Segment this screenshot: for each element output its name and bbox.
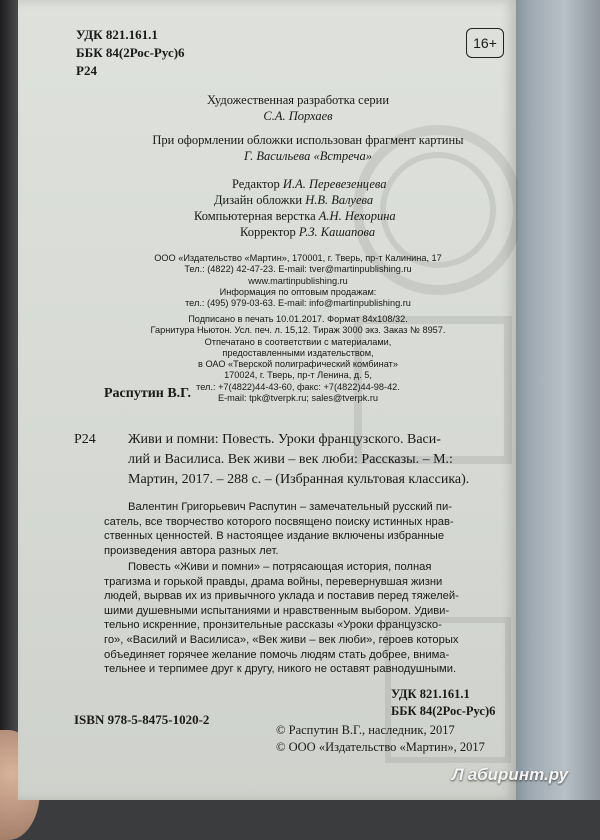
footer-udk: УДК 821.161.1: [391, 687, 470, 701]
author-mark: Р24: [76, 63, 97, 78]
publisher-block: [98, 253, 498, 309]
print-line: 170024, г. Тверь, пр-т Ленина, д. 5,: [224, 370, 372, 381]
desc-line: объединяет горячее желание помочь людям стать добрее, внима-: [104, 648, 450, 661]
series-design-label: Художественная разработка серии: [206, 93, 390, 107]
print-line: Гарнитура Ньютон. Усл. печ. л. 15,12. Тираж 3000 экз. Заказ № 8957.: [150, 325, 446, 336]
footer-codes: [391, 686, 495, 720]
cover-painting: Г. Васильева «Встреча»: [243, 149, 373, 163]
labirint-text: абиринт.ру: [467, 765, 569, 784]
corrector-label: Корректор: [240, 225, 299, 239]
age-rating-badge: 16+: [466, 28, 504, 58]
desc-line: сатель, все творчество которого посвящено поиску истинных нрав-: [104, 515, 454, 528]
desc-line: трагизма и горькой правды, драма войны, перевернувшая жизни: [104, 575, 443, 588]
description-paragraph-1: [104, 500, 454, 558]
print-line: E-mail: tpk@tverpk.ru; sales@tverpk.ru: [217, 393, 379, 404]
description-paragraph-2: [104, 560, 459, 677]
book-page: [18, 0, 516, 800]
annotation-line: лий и Василиса. Век живи – век люби: Рассказы. – М.:: [128, 452, 453, 467]
credits-block: [194, 176, 396, 240]
desc-line: людей, вырвав их из привычного уклада и поставив перед тяжелей-: [104, 590, 459, 603]
desc-line: Валентин Григорьевич Распутин – замечательный русский пи-: [128, 501, 452, 513]
desc-line: шими душевными испытаниями и нравственным выбором. Удиви-: [104, 604, 450, 617]
catalog-author: Распутин В.Г.: [104, 386, 192, 401]
series-design-name: С.А. Порхаев: [263, 109, 333, 123]
desc-line: произведения автора разных лет.: [104, 544, 279, 557]
publisher-line: тел.: (495) 979-03-63. E-mail: info@martinpublishing.ru: [185, 298, 411, 309]
catalog-annotation: [128, 430, 469, 490]
layout-credit: [194, 208, 396, 224]
print-line: Отпечатано в соответствии с материалами,: [204, 336, 392, 347]
editor-credit: [204, 176, 396, 192]
annotation-line: Мартин, 2017. – 288 с. – (Избранная культовая классика).: [128, 472, 470, 487]
left-shadow: [0, 0, 18, 800]
corrector-name: Р.З. Кашапова: [298, 225, 376, 239]
cover-design-label: Дизайн обложки: [214, 193, 306, 207]
publisher-line: Тел.: (4822) 42-47-23. E-mail: tver@martinpublishing.ru: [184, 264, 412, 275]
desc-line: го», «Василий и Василиса», «Век живи – век люби», героев которых: [104, 633, 459, 646]
cover-note-block: [118, 132, 498, 164]
layout-name: А.Н. Нехорина: [318, 209, 396, 223]
udk-code: УДК 821.161.1: [76, 27, 158, 42]
series-design-block: [118, 92, 478, 124]
labirint-mark: Л: [452, 765, 464, 784]
print-line: предоставленными издательством,: [222, 347, 374, 358]
cover-note: При оформлении обложки использован фрагмент картины: [152, 133, 464, 147]
bibliographic-codes: [76, 26, 185, 80]
desc-line: тельнее и терпимее друг к другу, никого не оставят равнодушными.: [104, 663, 457, 676]
adjacent-book: [512, 0, 600, 800]
cover-design-name: Н.В. Валуева: [305, 193, 374, 207]
catalog-code: Р24: [74, 432, 96, 447]
annotation-line: Живи и помни: Повесть. Уроки французского. Васи-: [128, 432, 441, 447]
labirint-logo: [452, 765, 568, 785]
editor-label: Редактор: [232, 177, 283, 191]
print-line: Подписано в печать 10.01.2017. Формат 84х108/32.: [188, 314, 408, 324]
desc-line: тельно искренние, пронзительные рассказы «Уроки французско-: [104, 619, 442, 632]
desc-line: ственных ценностей. В настоящее издание включены избранные: [104, 530, 445, 543]
bbk-code: ББК 84(2Рос-Рус)6: [76, 45, 185, 60]
copyright-block: [276, 722, 485, 756]
isbn: ISBN 978-5-8475-1020-2: [74, 712, 210, 727]
footer-bbk: ББК 84(2Рос-Рус)6: [391, 704, 496, 718]
corrector-credit: [204, 224, 396, 240]
desc-line: Повесть «Живи и помни» – потрясающая история, полная: [128, 561, 432, 573]
print-line: в ОАО «Тверской полиграфический комбинат»: [198, 359, 398, 370]
publisher-line: www.martinpublishing.ru: [248, 275, 348, 286]
copyright-publisher: © ООО «Издательство «Мартин», 2017: [276, 740, 485, 754]
print-line: тел.: +7(4822)44-43-60, факс: +7(4822)44-98-42.: [196, 381, 400, 392]
publisher-line: ООО «Издательство «Мартин», 170001, г. Тверь, пр-т Калинина, 17: [154, 253, 442, 263]
copyright-author: © Распутин В.Г., наследник, 2017: [276, 723, 455, 737]
cover-design-credit: [204, 192, 396, 208]
editor-name: И.А. Перевезенцева: [282, 177, 387, 191]
layout-label: Компьютерная верстка: [194, 209, 319, 223]
publisher-line: Информация по оптовым продажам:: [219, 286, 377, 297]
